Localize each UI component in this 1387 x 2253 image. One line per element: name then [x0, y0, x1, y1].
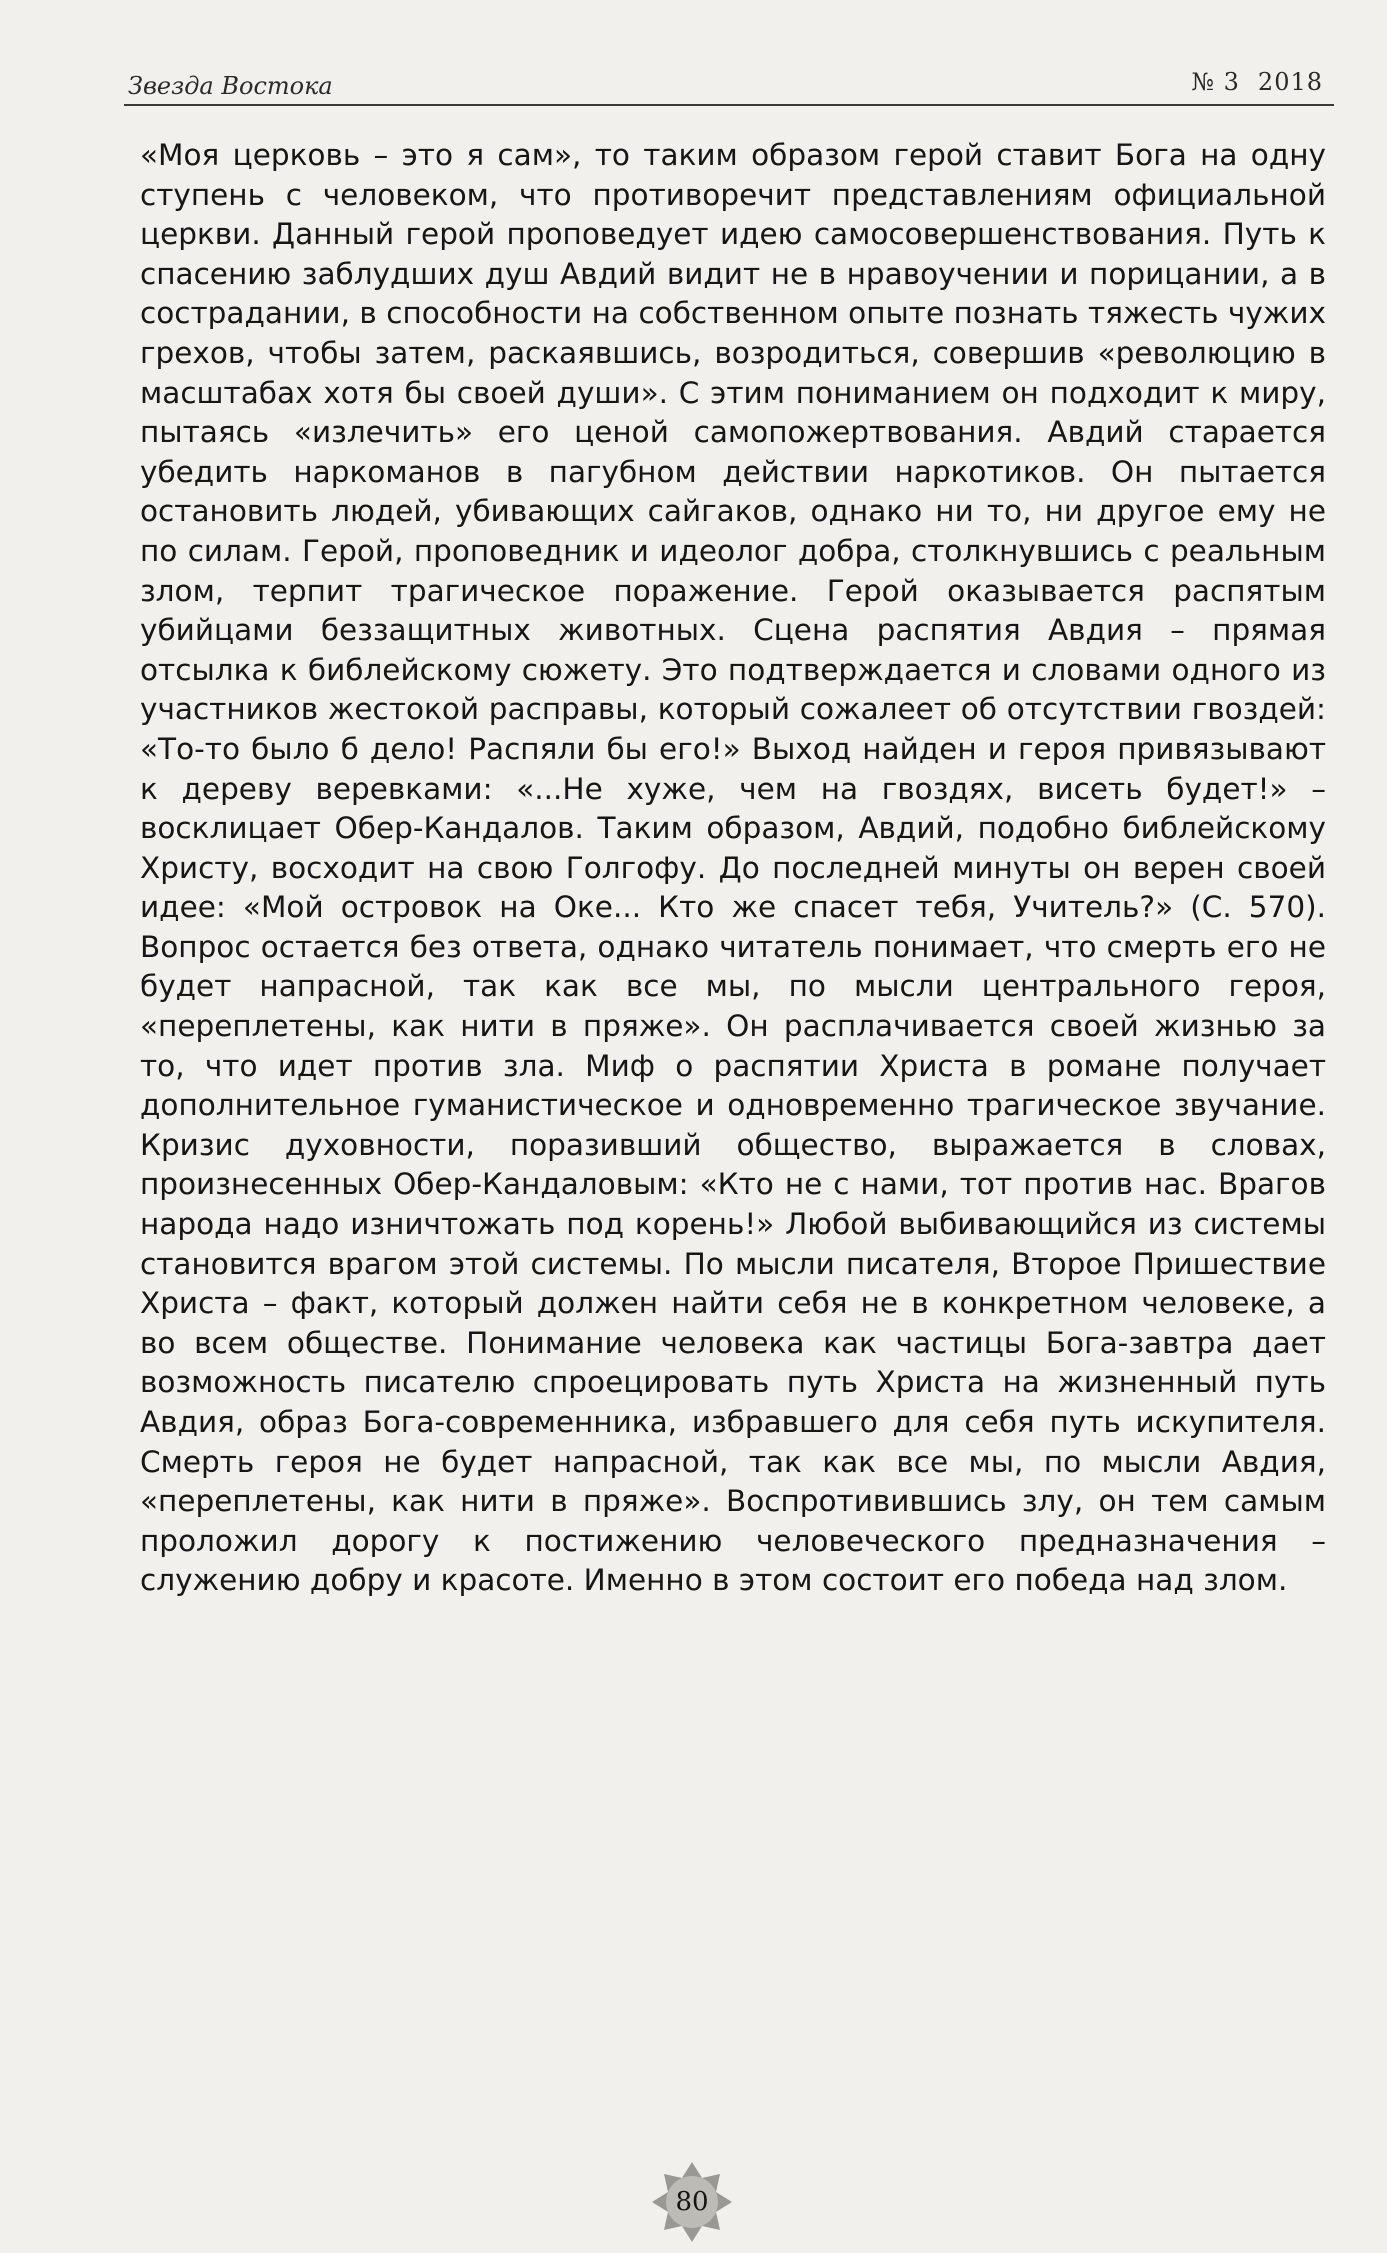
- issue-year: 2018: [1257, 68, 1323, 96]
- page-number: 80: [675, 2187, 709, 2217]
- header-rule: [124, 104, 1334, 106]
- paragraph: «Моя церковь – это я сам», то таким образом герой ставит Бога на одну ступень с человеком, что противоречит представлениям официальной церкви. Данный герой проповедует идею самосовершенствования. Путь к спасению заблудших душ Авдий видит не в нравоучении и порицании, а в сострадании, в способности на собственном опыте познать тяжесть чужих грехов, чтобы затем, раскаявшись, возродиться, совершив «революцию в масштабах хотя бы своей души». С этим пониманием он подходит к миру, пытаясь «излечить» его ценой самопожертвования. Авдий старается убедить наркоманов в пагубном действии наркотиков. Он пытается остановить людей, убивающих сайгаков, однако ни то, ни другое ему не по силам. Герой, проповедник и идеолог добра, столкнувшись с реальным злом, терпит трагическое поражение. Герой оказывается распятым убийцами беззащитных животных. Сцена распятия Авдия – прямая отсылка к библейскому сюжету. Это подтверждается и словами одного из участников жестокой расправы, который сожалеет об отсутствии гвоздей: «То-то было б дело! Распяли бы его!» Выход найден и героя привязывают к дереву веревками: «...Не хуже, чем на гвоздях, висеть будет!» – восклицает Обер-Кандалов. Таким образом, Авдий, подобно библейскому Христу, восходит на свою Голгофу. До последней минуты он верен своей идее: «Мой островок на Оке... Кто же спасет тебя, Учитель?» (С. 570). Вопрос остается без ответа, однако читатель понимает, что смерть его не будет напрасной, так как все мы, по мысли центрального героя, «переплетены, как нити в пряже». Он расплачивается своей жизнью за то, что идет против зла. Миф о распятии Христа в романе получает дополнительное гуманистическое и одновременно трагическое звучание. Кризис духовности, поразивший общество, выражается в словах, произнесенных Обер-Кандаловым: «Кто не с нами, тот против нас. Врагов народа надо изничтожать под корень!» Любой выбивающийся из системы становится врагом этой системы. По мысли писателя, Второе Пришествие Христа – факт, который должен найти себя не в конкретном человеке, а во всем обществе. Понимание человека как частицы Бога-завтра дает возможность писателю спроецировать путь Христа на жизненный путь Авдия, образ Бога-современника, избравшего для себя путь искупителя. Смерть героя не будет напрасной, так как все мы, по мысли Авдия, «переплетены, как нити в пряже». Воспротивившись злу, он тем самым проложил дорогу к постижению человеческого предназначения – служению добру и красоте. Именно в этом состоит его победа над злом.: [140, 138, 1326, 1598]
- page-number-badge: [650, 2160, 734, 2244]
- issue-number: № 3: [1191, 68, 1240, 96]
- main-text: [140, 136, 1326, 1601]
- journal-title: Звезда Востока: [128, 72, 333, 100]
- issue-info: [1191, 68, 1323, 96]
